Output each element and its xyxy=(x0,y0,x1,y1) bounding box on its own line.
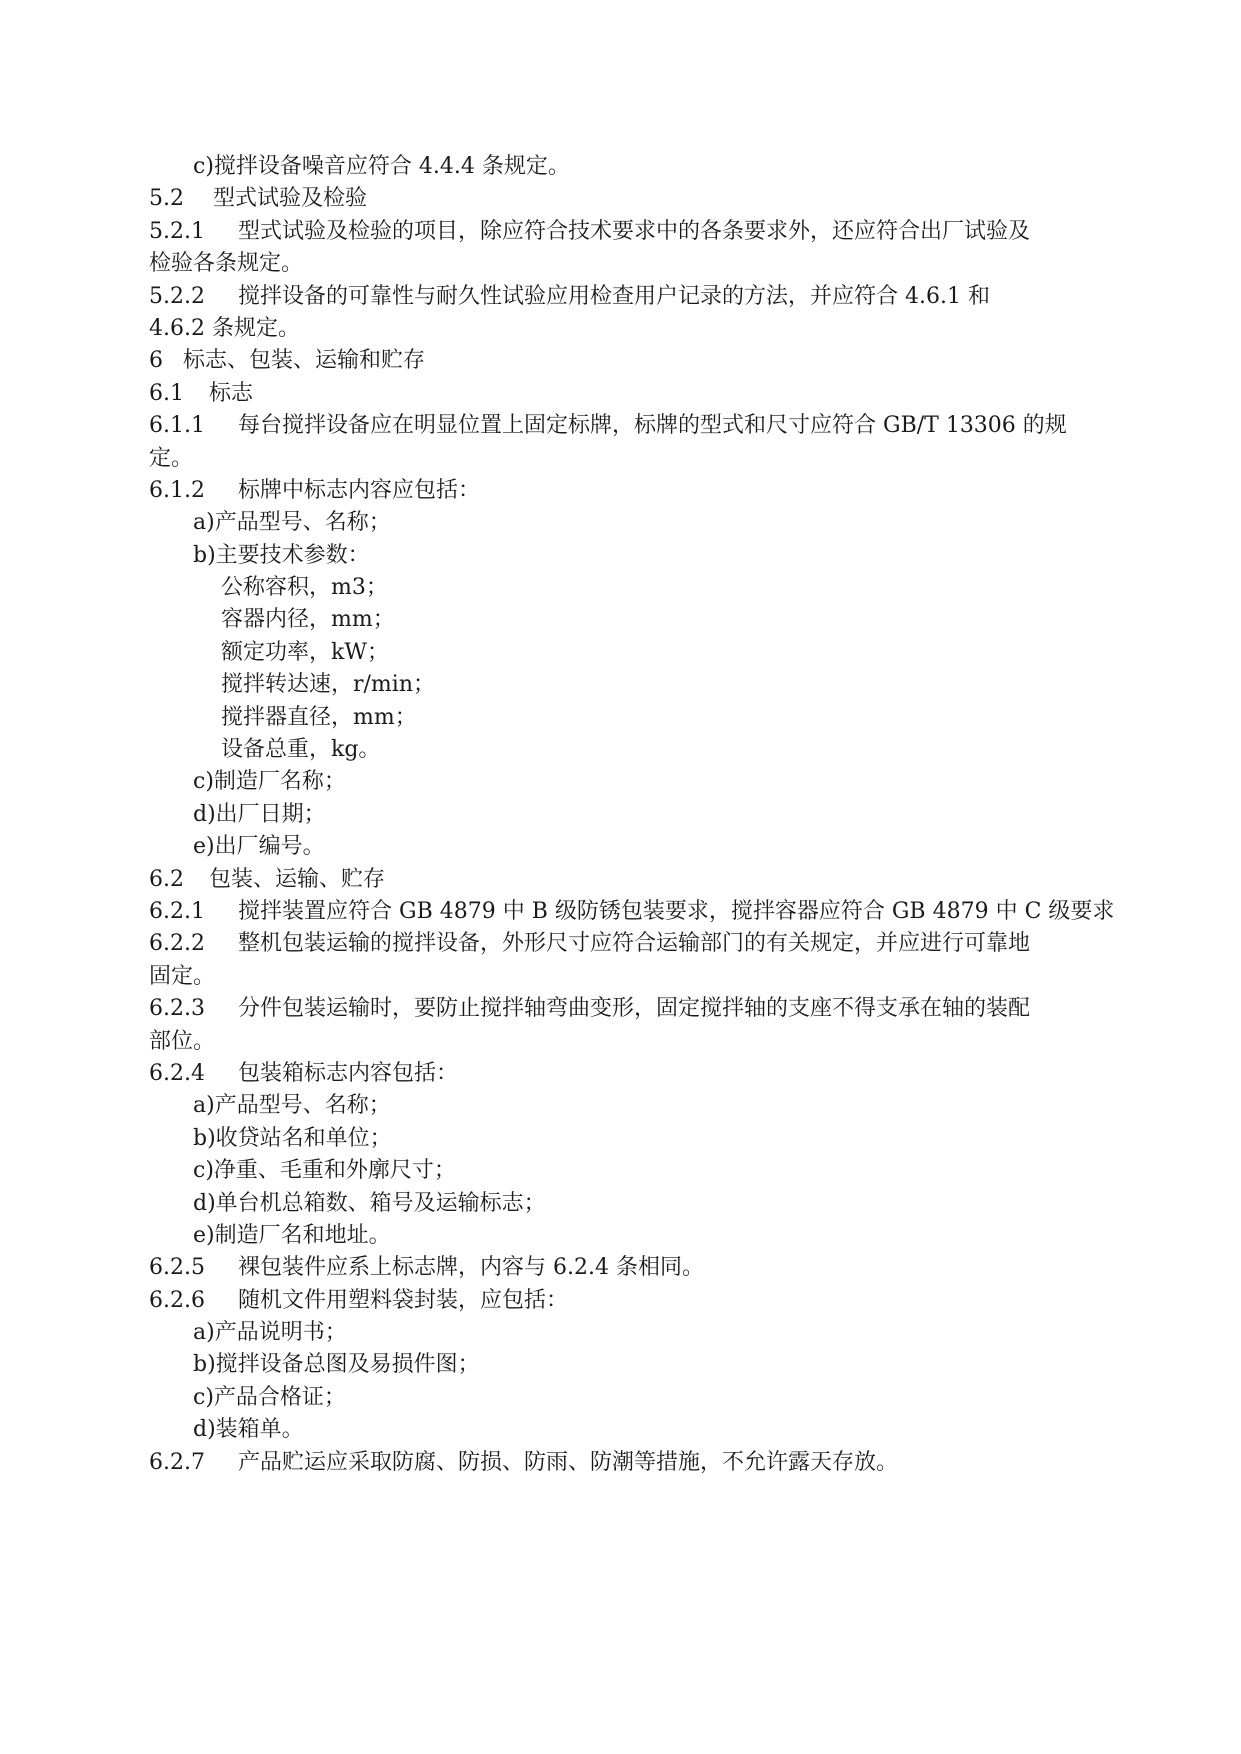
list-item: b)主要技术参数： xyxy=(193,542,370,568)
sub-list-item: 设备总重，kg。 xyxy=(221,737,381,763)
section-heading xyxy=(149,183,1149,215)
clause-number: 6.2.7 xyxy=(149,1449,205,1475)
clause-number: 6.2.1 xyxy=(149,898,205,924)
list-item: b)搅拌设备总图及易损件图； xyxy=(193,1352,480,1378)
list-item: b)收贷站名和单位； xyxy=(193,1125,392,1151)
clause-text: 标牌中标志内容应包括： xyxy=(238,477,481,503)
clause-number: 6.1.1 xyxy=(149,413,205,439)
clause-continuation: 定。 xyxy=(149,445,194,471)
clause-text: 搅拌设备的可靠性与耐久性试验应用检查用户记录的方法，并应符合 4.6.1 和 xyxy=(238,283,990,309)
clause-text: 产品贮运应采取防腐、防损、防雨、防潮等措施，不允许露天存放。 xyxy=(238,1449,899,1475)
clause xyxy=(149,896,1149,928)
clause xyxy=(149,1447,1149,1479)
clause xyxy=(149,410,1149,442)
clause-text: 随机文件用塑料袋封装，应包括： xyxy=(238,1287,569,1313)
clause-number: 6.2.4 xyxy=(149,1060,205,1086)
section-title: 标志 xyxy=(209,380,254,406)
clause xyxy=(149,281,1149,313)
list-item: a)产品说明书； xyxy=(193,1320,347,1346)
list-item: c)制造厂名称； xyxy=(193,769,346,795)
clause-text: 包装箱标志内容包括： xyxy=(238,1060,459,1086)
list-item: a)产品型号、名称； xyxy=(193,1093,391,1119)
clause-text: 分件包装运输时，要防止搅拌轴弯曲变形，固定搅拌轴的支座不得支承在轴的装配 xyxy=(238,996,1031,1022)
chapter-title: 标志、包装、运输和贮存 xyxy=(183,348,426,374)
chapter-number: 6 xyxy=(149,348,163,374)
clause-continuation: 检验各条规定。 xyxy=(149,251,304,277)
sub-list-item: 搅拌器直径，mm； xyxy=(221,704,417,730)
clause-number: 6.1.2 xyxy=(149,477,205,503)
clause-text: 裸包装件应系上标志牌，内容与 6.2.4 条相同。 xyxy=(238,1255,704,1281)
clause-continuation: 4.6.2 条规定。 xyxy=(149,315,300,341)
sub-list-item: 公称容积，m3； xyxy=(221,575,388,601)
clause-number: 5.2.1 xyxy=(149,218,205,244)
list-item: c)产品合格证； xyxy=(193,1384,346,1410)
clause xyxy=(149,993,1149,1025)
clause-text: 整机包装运输的搅拌设备，外形尺寸应符合运输部门的有关规定，并应进行可靠地 xyxy=(238,931,1031,957)
clause-number: 5.2.2 xyxy=(149,283,205,309)
list-item: e)制造厂名和地址。 xyxy=(193,1222,391,1248)
section-number: 6.2 xyxy=(149,866,184,892)
list-item: d)单台机总箱数、箱号及运输标志； xyxy=(193,1190,546,1216)
sub-list-item: 额定功率，kW； xyxy=(221,639,389,665)
clause xyxy=(149,1058,1149,1090)
clause-continuation: 固定。 xyxy=(149,963,216,989)
chapter-heading xyxy=(149,345,1149,377)
list-item: c)净重、毛重和外廓尺寸； xyxy=(193,1158,456,1184)
clause xyxy=(149,1252,1149,1284)
list-item: a)产品型号、名称； xyxy=(193,510,391,536)
clause-number: 6.2.2 xyxy=(149,931,205,957)
section-number: 5.2 xyxy=(149,186,184,212)
list-item: d)装箱单。 xyxy=(193,1417,304,1443)
clause-continuation: 部位。 xyxy=(149,1028,216,1054)
sub-list-item: 搅拌转达速，r/min； xyxy=(221,672,435,698)
clause-text: 每台搅拌设备应在明显位置上固定标牌，标牌的型式和尺寸应符合 GB/T 13306 的规 xyxy=(238,413,1067,439)
list-item: d)出厂日期； xyxy=(193,801,326,827)
clause xyxy=(149,928,1149,960)
section-number: 6.1 xyxy=(149,380,184,406)
section-title: 包装、运输、贮存 xyxy=(209,866,386,892)
section-title: 型式试验及检验 xyxy=(213,186,368,212)
clause-text: 搅拌装置应符合 GB 4879 中 B 级防锈包装要求，搅拌容器应符合 GB 4879 中 C 级要求 xyxy=(238,898,1115,924)
list-item: e)出厂编号。 xyxy=(193,834,325,860)
sub-list-item: 容器内径，mm； xyxy=(221,607,395,633)
clause-text: 型式试验及检验的项目，除应符合技术要求中的各条要求外，还应符合出厂试验及 xyxy=(238,218,1031,244)
document-body xyxy=(149,151,1149,1479)
clause xyxy=(149,1285,1149,1317)
section-heading xyxy=(149,864,1149,896)
section-heading xyxy=(149,378,1149,410)
clause-number: 6.2.5 xyxy=(149,1255,205,1281)
clause xyxy=(149,216,1149,248)
list-item: c)搅拌设备噪音应符合 4.4.4 条规定。 xyxy=(193,154,570,179)
clause-number: 6.2.3 xyxy=(149,996,205,1022)
clause xyxy=(149,475,1149,507)
clause-number: 6.2.6 xyxy=(149,1287,205,1313)
